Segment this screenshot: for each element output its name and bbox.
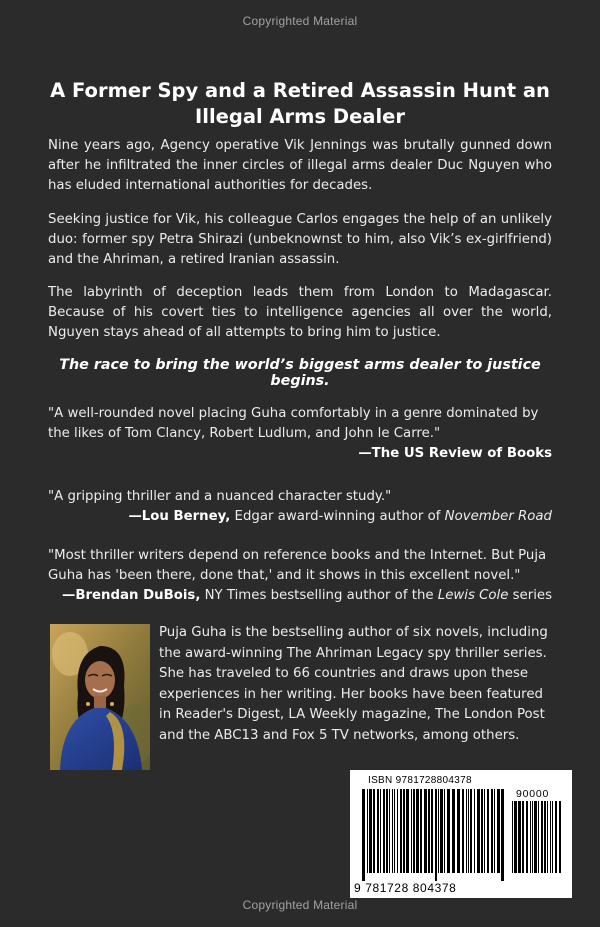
isbn-label: ISBN 9781728804378	[368, 775, 472, 786]
synopsis-paragraph-1: Nine years ago, Agency operative Vik Jennings was brutally gunned down after he infiltrated the inner circles of illegal arms dealer Duc Nguyen who has eluded international authorities for decades.	[48, 138, 552, 193]
review-quote-3	[48, 546, 552, 606]
author-bio: Puja Guha is the bestselling author of six novels, including the award-winning The Ahriman Legacy spy thriller series. She has traveled to 66 countries and draws upon these experiences in her writing. Her books have been featured in Reader's Digest, LA Weekly magazine, The London Post and the ABC13 and Fox 5 TV networks, among others.	[159, 625, 548, 743]
isbn-barcode	[350, 770, 572, 898]
review-attribution	[48, 507, 552, 527]
reviewer-name: —The US Review of Books	[358, 446, 552, 461]
back-cover-headline: A Former Spy and a Retired Assassin Hunt an Illegal Arms Dealer	[50, 79, 550, 128]
reviewer-name: —Brendan DuBois,	[62, 588, 201, 603]
reviewer-description: NY Times bestselling author of the	[200, 588, 438, 603]
tagline: The race to bring the world’s biggest arms dealer to justice begins.	[59, 357, 541, 389]
copyright-watermark-top: Copyrighted Material	[242, 14, 358, 28]
review-quote-2	[48, 487, 552, 527]
copyright-watermark-bottom: Copyrighted Material	[242, 898, 358, 912]
barcode-digits: 9 781728 804378	[354, 881, 457, 895]
reviewer-description-suffix: series	[508, 588, 552, 603]
review-quote-1	[48, 404, 552, 464]
review-quote-text: "A well-rounded novel placing Guha comfortably in a genre dominated by the likes of Tom Clancy, Robert Ludlum, and John le Carre."	[48, 406, 539, 441]
price-code: 90000	[516, 788, 550, 800]
reviewer-name: —Lou Berney,	[128, 509, 231, 524]
synopsis-paragraph-2: Seeking justice for Vik, his colleague Carlos engages the help of an unlikely duo: former spy Petra Shirazi (unbeknownst to him, also Vik’s ex-girlfriend) and the Ahriman, a retired Iranian assassin.	[48, 212, 552, 267]
author-photo	[50, 624, 150, 770]
author-portrait-illustration	[50, 624, 150, 770]
ean-barcode-bars	[360, 789, 508, 881]
price-barcode-bars	[510, 801, 566, 881]
review-quote-text: "A gripping thriller and a nuanced character study."	[48, 489, 392, 504]
reviewer-description: Edgar award-winning author of	[230, 509, 445, 524]
synopsis-paragraph-3: The labyrinth of deception leads them from London to Madagascar. Because of his covert ties to intelligence agencies all over the world, Nguyen stays ahead of all attempts to bring him to justice.	[48, 285, 552, 340]
reviewer-work-title: Lewis Cole	[437, 588, 509, 603]
review-attribution	[48, 586, 552, 606]
review-quote-text: "Most thriller writers depend on reference books and the Internet. But Puja Guha has 'been there, done that,' and it shows in this excellent novel."	[48, 548, 547, 583]
reviewer-work-title: November Road	[444, 509, 552, 524]
review-attribution	[48, 444, 552, 464]
